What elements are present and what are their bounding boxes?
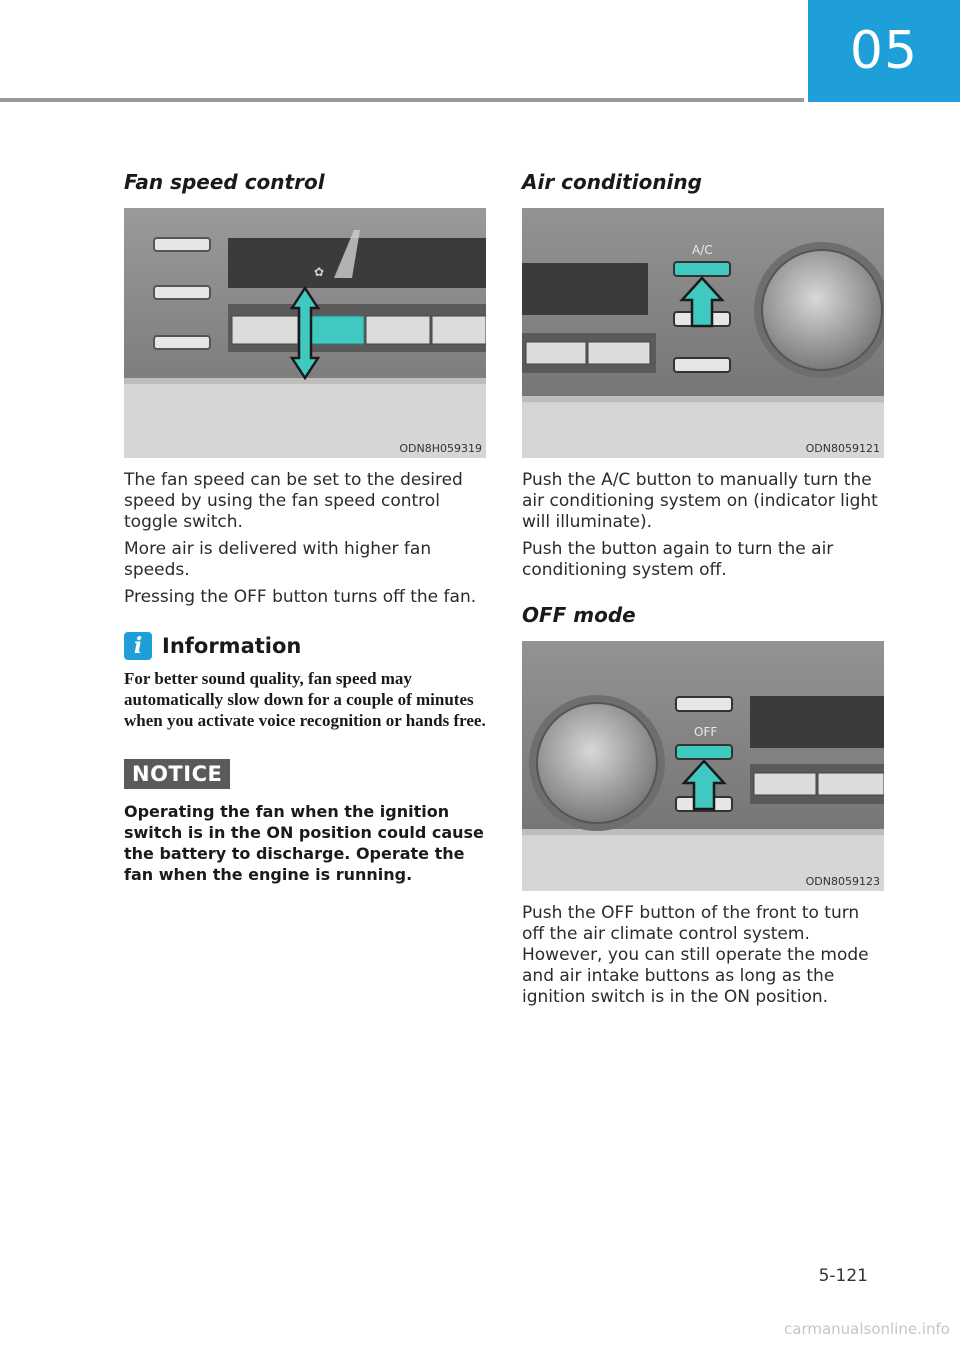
notice-badge: NOTICE <box>124 759 230 789</box>
air-conditioning-heading: Air conditioning <box>522 170 702 194</box>
off-figure-label: OFF <box>694 725 718 739</box>
ac-illustration <box>522 208 884 458</box>
off-paragraph-1: Push the OFF button of the front to turn off the air climate control system. However, you can still operate the mode and air intake buttons as long as the ignition switch is in the ON position. <box>522 903 869 1007</box>
ac-figure-label: A/C <box>692 243 713 257</box>
information-heading <box>124 632 488 660</box>
fan-paragraph-3: Pressing the OFF button turns off the fan. <box>124 587 477 607</box>
fan-speed-figure <box>124 208 486 458</box>
ac-figure <box>522 208 884 458</box>
ac-paragraph-1: Push the A/C button to manually turn the air conditioning system on (indicator light will illuminate). <box>522 470 878 532</box>
fan-paragraph-1: The fan speed can be set to the desired speed by using the fan speed control toggle switch. <box>124 470 463 532</box>
information-title: Information <box>162 634 302 658</box>
svg-text:✿: ✿ <box>314 265 325 279</box>
information-icon: i <box>124 632 152 660</box>
temperature-knob <box>537 703 657 823</box>
notice-text: Operating the fan when the ignition switch is in the ON position could cause the battery to discharge. Operate the fan when the engine is running. <box>124 802 484 884</box>
figure-code: ODN8H059319 <box>399 442 482 455</box>
fan-paragraph-2: More air is delivered with higher fan speeds. <box>124 539 432 580</box>
watermark: carmanualsonline.info <box>784 1320 950 1338</box>
off-illustration <box>522 641 884 891</box>
fan-speed-heading: Fan speed control <box>124 170 325 194</box>
figure-code: ODN8059123 <box>805 875 880 888</box>
information-text: For better sound quality, fan speed may automatically slow down for a couple of minutes when you activate voice recognition or hands free. <box>124 669 486 730</box>
right-column <box>522 170 886 1008</box>
fan-speed-illustration <box>124 208 486 458</box>
page-number: 5-121 <box>818 1266 868 1286</box>
off-mode-heading: OFF mode <box>522 603 636 627</box>
off-figure <box>522 641 884 891</box>
header-rule <box>0 98 804 102</box>
figure-code: ODN8059121 <box>805 442 880 455</box>
left-column <box>124 170 488 885</box>
ac-paragraph-2: Push the button again to turn the air conditioning system off. <box>522 539 834 580</box>
chapter-tab: 05 <box>808 0 960 102</box>
temperature-knob <box>762 250 882 370</box>
